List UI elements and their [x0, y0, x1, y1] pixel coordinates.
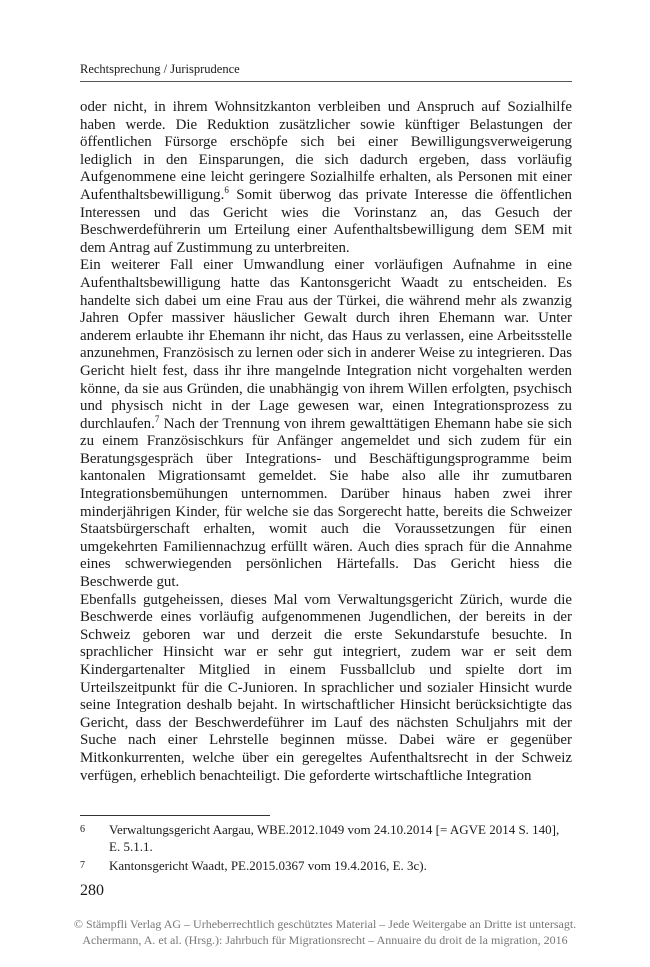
footnote-text: Kantonsgericht Waadt, PE.2015.0367 vom 19.4.2016, E. 3c).	[109, 858, 427, 873]
paragraph-1-text-b: Somit überwog das private Interesse die öffentlichen Interessen und das Gericht wies die Vorinstanz an, das Gesuch der Beschwerdeführerin um Erteilung einer Aufenthaltsbewilligung dem SEM mit dem Antrag auf Zustimmung zu unterbreiten.	[80, 186, 572, 256]
page-number: 280	[80, 882, 104, 899]
footnote-ref-6[interactable]: 6	[224, 185, 229, 195]
copyright-notice	[0, 917, 650, 948]
copyright-line-2: Achermann, A. et al. (Hrsg.): Jahrbuch für Migrationsrecht – Annuaire du droit de la migration, 2016	[82, 932, 568, 947]
footnote-7	[80, 858, 572, 875]
main-text	[80, 99, 572, 785]
copyright-line-1: © Stämpfli Verlag AG – Urheberrechtlich geschütztes Material – Jede Weitergabe an Dritte ist untersagt.	[73, 917, 577, 931]
paragraph-1	[80, 99, 572, 257]
running-header	[80, 62, 572, 82]
footnote-divider	[80, 815, 270, 816]
footnote-text: Verwaltungsgericht Aargau, WBE.2012.1049 vom 24.10.2014 [= AGVE 2014 S. 140], E. 5.1.1.	[109, 822, 560, 854]
footnote-6	[80, 822, 572, 855]
footnote-number: 7	[80, 860, 85, 871]
footnotes	[80, 822, 572, 878]
paragraph-2	[80, 257, 572, 591]
paragraph-2-text-b: Nach der Trennung von ihrem gewalttätigen Ehemann habe sie sich zu einem Französischkurs für Anfänger angemeldet und sich zudem für ein Beratungsgespräch über Integrations- und Beschäftigungsprogramme beim kantonalen Migrationsamt gemeldet. Sie habe also alle ihr zumutbaren Integrationsbemühungen unternommen. Darüber hinaus haben zwei ihrer minderjährigen Kinder, für welche sie das Sorgerecht hatte, bereits die Schweizer Staatsbürgerschaft erhalten, womit auch die Voraussetzungen für einen umgekehrten Familiennachzug erfüllt wären. Auch dies sprach für die Annahme eines schwerwiegenden persönlichen Härtefalls. Das Gericht hiess die Beschwerde gut.	[80, 415, 572, 591]
footnote-number: 6	[80, 824, 85, 835]
footnote-ref-7[interactable]: 7	[154, 413, 160, 424]
paragraph-1-text-a: oder nicht, in ihrem Wohnsitzkanton verbleiben und Anspruch auf Sozialhilfe haben werde. Die Reduktion zusätzlicher sowie künftiger Belastungen der öffentlichen Fürsorge erschöpfe sich bei einer Bewilligungsverweigerung lediglich in den Einsparungen, die sich dadurch ergeben, dass vorläufig Aufgenommene eine leicht geringere Sozialhilfe erhalten, als Personen mit einer Aufenthaltsbewilligung.	[80, 99, 572, 203]
paragraph-2-text-a: Ein weiterer Fall einer Umwandlung einer vorläufigen Aufnahme in eine Aufenthaltsbewilligung hatte das Kantonsgericht Waadt zu entscheiden. Es handelte sich dabei um eine Frau aus der Türkei, die während mehr als zwanzig Jahren Opfer massiver häuslicher Gewalt durch ihren Ehemann war. Unter anderem erlaubte ihr Ehemann ihr nicht, das Haus zu verlassen, eine Arbeitsstelle anzunehmen, Französisch zu lernen oder sich in anderer Weise zu integrieren. Das Gericht hielt fest, dass ihr ihre mangelnde Integration nicht vorgehalten werden könne, da sie aus Gründen, die unabhängig von ihrem Willen erfolgten, psychisch und physisch nicht in der Lage gewesen war, einen Integrationsprozess zu durchlaufen.	[80, 257, 572, 432]
running-title: Rechtsprechung / Jurisprudence	[80, 62, 240, 76]
paragraph-3: Ebenfalls gutgeheissen, dieses Mal vom Verwaltungsgericht Zürich, wurde die Beschwerde eines vorläufig aufgenommenen Jugendlichen, der bereits in der Schweiz geboren war und derzeit die erste Sekundarstufe besuchte. In sprachlicher Hinsicht war er sehr gut integriert, zudem war er seit dem Kindergartenalter Mitglied in einem Fussballclub und spielte dort im Urteilszeitpunkt für die C-Junioren. In sprachlicher und sozialer Hinsicht wurde seine Integration deshalb bejaht. In wirtschaftlicher Hinsicht berücksichtigte das Gericht, dass der Beschwerdeführer im Lauf des nächsten Schuljahrs mit der Suche nach einer Lehrstelle beginnen müsse. Dabei wäre er gegenüber Mitkonkurrenten, welche über ein geregeltes Aufenthaltsrecht in der Schweiz verfügen, erheblich benachteiligt. Die geforderte wirtschaftliche Integration	[80, 591, 572, 784]
